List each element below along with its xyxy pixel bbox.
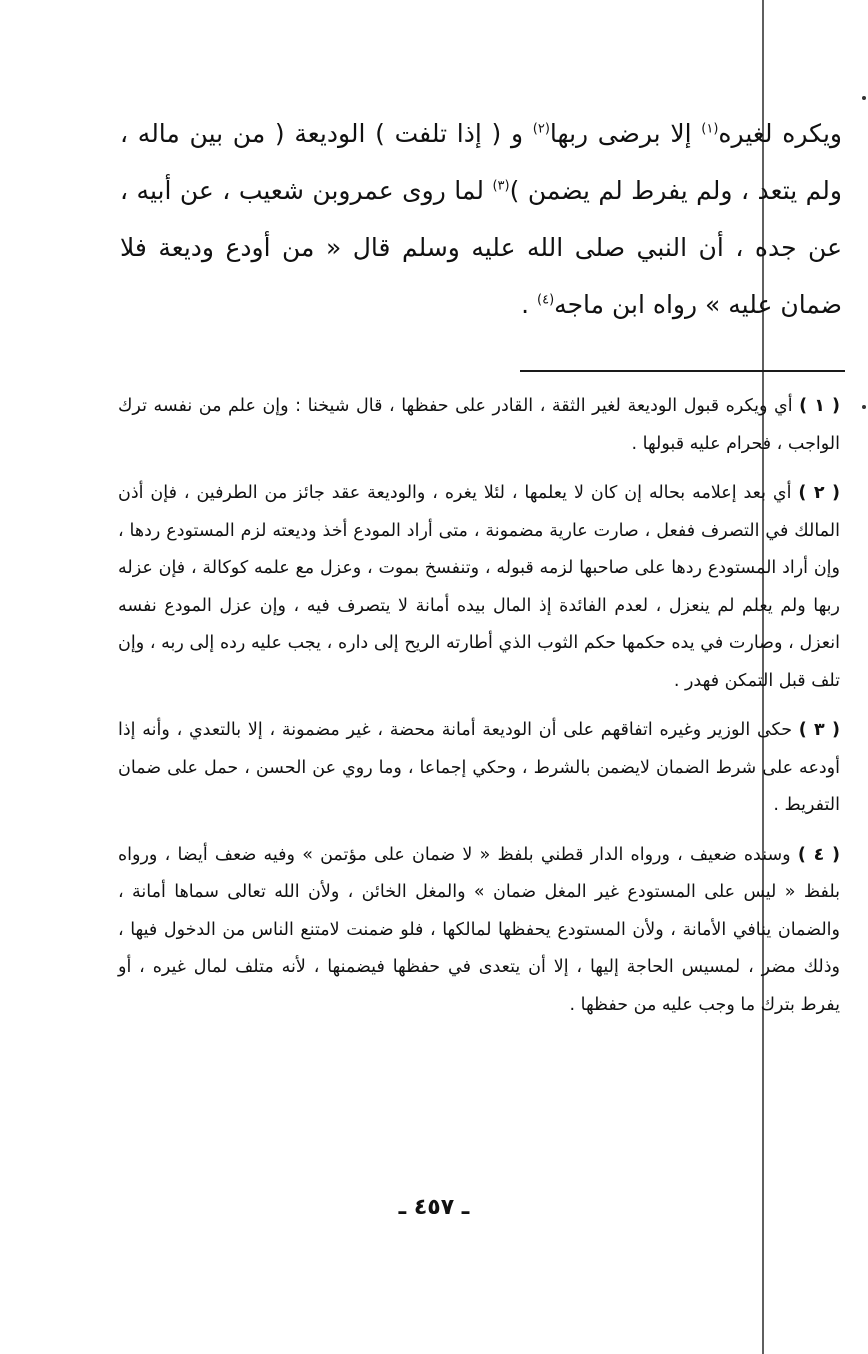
footnotes-section [118, 388, 840, 1036]
footnote-3 [118, 712, 840, 825]
main-text-part: ويكره لغيره [718, 119, 842, 148]
footnote-text: وسنده ضعيف ، ورواه الدار قطني بلفظ « لا ضمان على مؤتمن » وفيه ضعف أيضا ، ورواه بلفظ « ليس على المستودع غير المغل ضمان » والمغل الخائن ، ولأن الله تعالى سماها أمانة ، والضمان ينافي الأمانة ، ولأن المستودع يحفظها لمالكها ، فلو ضمنت لامتنع الناس من الدخول فيها ، وذلك مضر ، لمسيس الحاجة إليها ، إلا أن يتعدى في حفظها فيضمنها ، لأنه متلف لمال غيره ، أو يفرط بترك ما وجب عليه من حفظها . [118, 844, 840, 1015]
main-text-part: لما روى عمروبن شعيب ، عن أبيه ، عن جده ، أن النبي صلى الله عليه وسلم قال « من أودع وديعة فلا ضمان عليه » رواه ابن ماجه [120, 176, 842, 319]
footnote-ref-4: (٤) [537, 292, 555, 308]
footnote-ref-3: (٣) [492, 178, 510, 194]
footnote-number: ( ٢ ) [798, 483, 840, 503]
footnote-text: أي ويكره قبول الوديعة لغير الثقة ، القادر على حفظها ، قال شيخنا : وإن علم من نفسه ترك الواجب ، فحرام عليه قبولها . [118, 396, 840, 454]
footnote-number: ( ٤ ) [797, 844, 840, 865]
main-body-text [120, 105, 842, 333]
footnote-number: ( ٣ ) [798, 720, 841, 740]
footnote-2 [118, 475, 840, 700]
footnote-text: حكى الوزير وغيره اتفاقهم على أن الوديعة أمانة محضة ، غير مضمونة ، إلا بالتعدي ، وأنه إذا أودعه على شرط الضمان لايضمن بالشرط ، وحكي إجماعا ، وما روي عن الحسن ، حمل على ضمان التفريط . [118, 720, 840, 815]
edge-mark [862, 96, 866, 100]
footnote-number: ( ١ ) [799, 396, 841, 416]
main-text-part: . [521, 290, 538, 319]
main-text-part: و ( إذا تلفت ) الوديعة ( من بين ماله ، ولم يتعد ، ولم يفرط لم يضمن ) [120, 119, 842, 205]
footnote-text: أي بعد إعلامه بحاله إن كان لا يعلمها ، لئلا يغره ، والوديعة عقد جائز من الطرفين ، فإن أذن المالك في التصرف ففعل ، صارت عارية مضمونة ، متى أراد المودع أخذ وديعته لزم المستودع ردها ، وإن أراد المستودع ردها على صاحبها لزمه قبوله ، وتنفسخ بموت ، وعزل مع علمه كوكالة ، فإن عزله ربها ولم يعلم لم ينعزل ، لعدم الفائدة إذ المال بيده أمانة لا يتصرف فيه ، وإن عزل المودع نفسه انعزل ، وصارت في يده حكمها حكم الثوب الذي أطارته الريح إلى داره ، يجب عليه رده إلى ربه ، وإن تلف قبل التمكن فهدر . [118, 483, 840, 691]
edge-mark [862, 405, 866, 409]
footnote-1 [118, 388, 840, 463]
footnote-ref-2: (٢) [532, 121, 550, 137]
footnote-ref-1: (١) [701, 121, 719, 137]
page-number: ـ ٤٥٧ ـ [398, 1195, 470, 1220]
main-text-part: إلا برضى ربها [549, 119, 702, 148]
footnote-separator [520, 370, 845, 372]
main-paragraph [120, 105, 842, 333]
footnote-4 [118, 837, 840, 1025]
